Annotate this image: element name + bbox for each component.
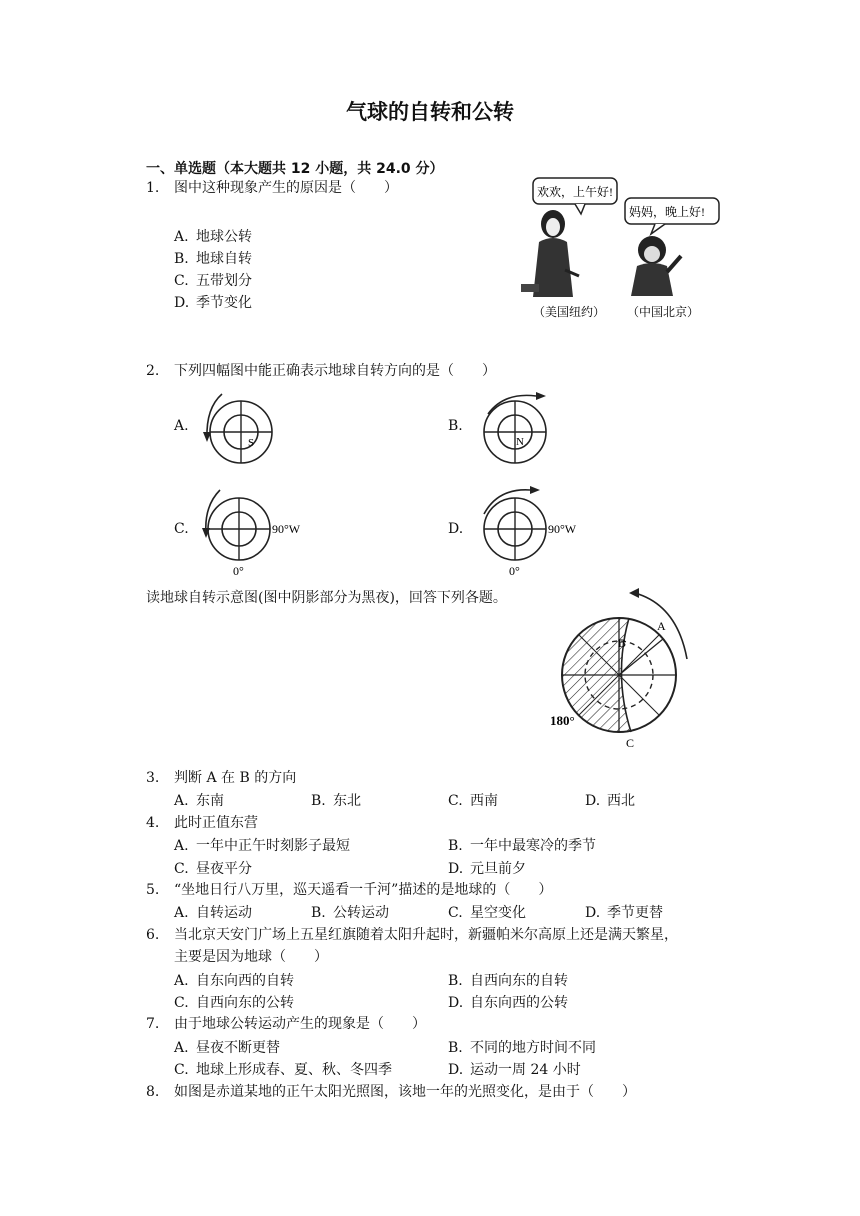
q5-option-c[interactable] [448, 902, 526, 922]
q2-diagram-d[interactable] [470, 484, 590, 579]
option-text: 地球公转 [196, 229, 252, 245]
option-text: 星空变化 [470, 905, 526, 922]
q3-option-d[interactable] [585, 790, 635, 810]
q2-diagram-a[interactable] [196, 388, 276, 468]
option-text: 自东向西的自转 [196, 972, 294, 989]
point-c-label: C [626, 736, 635, 750]
question-number: 6. [146, 926, 160, 943]
question-6 [146, 925, 678, 945]
child-figure [631, 236, 681, 296]
option-text: 自西向东的公转 [196, 995, 294, 1011]
option-label: A. [174, 793, 189, 810]
woman-figure [521, 210, 579, 297]
q1-option-d[interactable] [174, 292, 252, 312]
option-label: C. [174, 995, 189, 1011]
option-text: 一年中最寒冷的季节 [470, 838, 596, 855]
question-number: 5. [146, 882, 160, 898]
option-label: B. [311, 905, 326, 922]
option-label: C. [174, 860, 189, 877]
question-text: “坐地日行八万里，巡天遥看一千河”描述的是地球的（ ） [174, 882, 553, 898]
q1-option-b[interactable] [174, 248, 252, 268]
q6-option-a[interactable] [174, 970, 294, 990]
question-text: 图中这种现象产生的原因是（ ） [174, 180, 398, 196]
q5-option-a[interactable] [174, 902, 252, 922]
q2-diagram-c[interactable] [196, 484, 316, 579]
option-text: 五带划分 [196, 273, 252, 289]
option-label: B. [311, 793, 326, 810]
question-text: 当北京天安门广场上五星红旗随着太阳升起时，新疆帕米尔高原上还是满天繁星， [174, 926, 678, 943]
q5-option-d[interactable] [585, 902, 663, 922]
question-text-continued: 主要是因为地球（ ） [174, 949, 328, 966]
pole-label: S [248, 437, 255, 449]
question-4 [146, 813, 258, 833]
longitude-label: 90°W [548, 522, 577, 536]
option-text: 不同的地方时间不同 [470, 1039, 596, 1056]
option-label: B. [174, 251, 189, 267]
option-text: 运动一周 24 小时 [470, 1062, 581, 1079]
question-text: 如图是赤道某地的正午太阳光照图，该地一年的光照变化，是由于（ ） [174, 1083, 636, 1100]
option-label: A. [174, 972, 189, 989]
question-number: 2. [146, 363, 160, 379]
option-label: D. [174, 295, 190, 311]
caption-beijing: （中国北京） [627, 305, 700, 319]
caption-new-york: （美国纽约） [533, 305, 606, 319]
question-number: 3. [146, 770, 160, 786]
option-label: A. [174, 838, 189, 855]
option-text: 西南 [470, 793, 498, 810]
option-label: D. [448, 995, 464, 1011]
option-text: 地球上形成春、夏、秋、冬四季 [196, 1062, 392, 1079]
option-label: B. [448, 972, 463, 989]
page-title: 气球的自转和公转 [346, 100, 514, 124]
reading-prompt: 读地球自转示意图(图中阴影部分为黑夜)，回答下列各题。 [146, 590, 507, 606]
option-label: B. [448, 838, 463, 855]
option-text: 东南 [196, 793, 224, 810]
q4-option-a[interactable] [174, 835, 350, 855]
q7-option-b[interactable] [448, 1037, 596, 1057]
option-label: D. [585, 793, 601, 810]
option-label: C. [448, 905, 463, 922]
earth-rotation-diagram [545, 585, 695, 750]
pole-label: N [516, 436, 524, 448]
bubble-left-text: 欢欢，上午好! [537, 185, 613, 199]
option-text: 季节变化 [196, 295, 252, 311]
question-2 [146, 361, 496, 381]
zero-meridian-label: 0° [509, 564, 520, 578]
option-text: 自东向西的公转 [470, 995, 568, 1011]
option-text: 昼夜平分 [196, 860, 252, 877]
q6-option-d[interactable] [448, 992, 568, 1012]
option-text: 自转运动 [196, 905, 252, 922]
option-label: C. [174, 273, 189, 289]
question-8 [146, 1082, 636, 1102]
question-5 [146, 880, 552, 900]
option-label: A. [174, 1039, 189, 1056]
q5-option-b[interactable] [311, 902, 389, 922]
q1-option-a[interactable] [174, 226, 252, 246]
q1-option-c[interactable] [174, 270, 252, 290]
option-label: A. [174, 229, 189, 245]
q4-option-d[interactable] [448, 858, 526, 878]
q3-option-c[interactable] [448, 790, 498, 810]
question-number: 1. [146, 180, 160, 196]
option-text: 自西向东的自转 [470, 972, 568, 989]
option-text: 公转运动 [333, 905, 389, 922]
bubble-right-text: 妈妈，晚上好! [629, 205, 705, 219]
option-label: A. [174, 905, 189, 922]
q7-option-a[interactable] [174, 1037, 280, 1057]
option-label: D. [585, 905, 601, 922]
question-3 [146, 768, 296, 788]
option-text: 季节更替 [607, 905, 663, 922]
point-a-label: A [657, 619, 666, 633]
q2-option-c-label[interactable]: C. [174, 521, 189, 537]
q2-diagram-b[interactable] [470, 388, 560, 468]
rotation-arrow-icon [530, 486, 540, 494]
question-text: 由于地球公转运动产生的现象是（ ） [174, 1016, 426, 1033]
question-number: 7. [146, 1016, 160, 1033]
rotation-arrow-icon [629, 588, 639, 598]
option-text: 西北 [607, 793, 635, 810]
q6-option-b[interactable] [448, 970, 568, 990]
question-number: 4. [146, 814, 160, 831]
q3-option-a[interactable] [174, 790, 224, 810]
q2-option-d-label[interactable]: D. [448, 521, 464, 537]
option-label: D. [448, 860, 464, 877]
option-text: 东北 [333, 793, 361, 810]
zero-meridian-label: 0° [233, 564, 244, 578]
point-b-label: B [618, 636, 627, 650]
phone-call-illustration [515, 172, 725, 327]
question-1 [146, 178, 398, 198]
question-text: 判断 A 在 B 的方向 [174, 770, 297, 786]
question-7 [146, 1014, 426, 1034]
option-label: C. [174, 1062, 189, 1079]
q3-option-b[interactable] [311, 790, 361, 810]
q2-option-b-label[interactable]: B. [448, 418, 463, 434]
option-label: B. [448, 1039, 463, 1056]
longitude-label: 90°W [272, 522, 301, 536]
option-label: C. [448, 793, 463, 810]
longitude-180-label: 180° [550, 713, 575, 728]
q6-option-c[interactable] [174, 992, 294, 1012]
q7-option-c[interactable] [174, 1059, 392, 1079]
option-label: D. [448, 1062, 464, 1079]
q4-option-c[interactable] [174, 858, 252, 878]
section-heading: 一、单选题（本大题共 12 小题，共 24.0 分） [146, 161, 444, 177]
option-text: 元旦前夕 [470, 860, 526, 877]
option-text: 一年中正午时刻影子最短 [196, 838, 350, 855]
question-number: 8. [146, 1083, 160, 1100]
rotation-arrow-icon [536, 392, 546, 400]
option-text: 昼夜不断更替 [196, 1039, 280, 1056]
q2-option-a-label[interactable]: A. [174, 418, 189, 434]
option-text: 地球自转 [196, 251, 252, 267]
question-text: 此时正值东营 [174, 814, 258, 831]
question-text: 下列四幅图中能正确表示地球自转方向的是（ ） [174, 363, 496, 379]
q4-option-b[interactable] [448, 835, 596, 855]
q7-option-d[interactable] [448, 1059, 581, 1079]
